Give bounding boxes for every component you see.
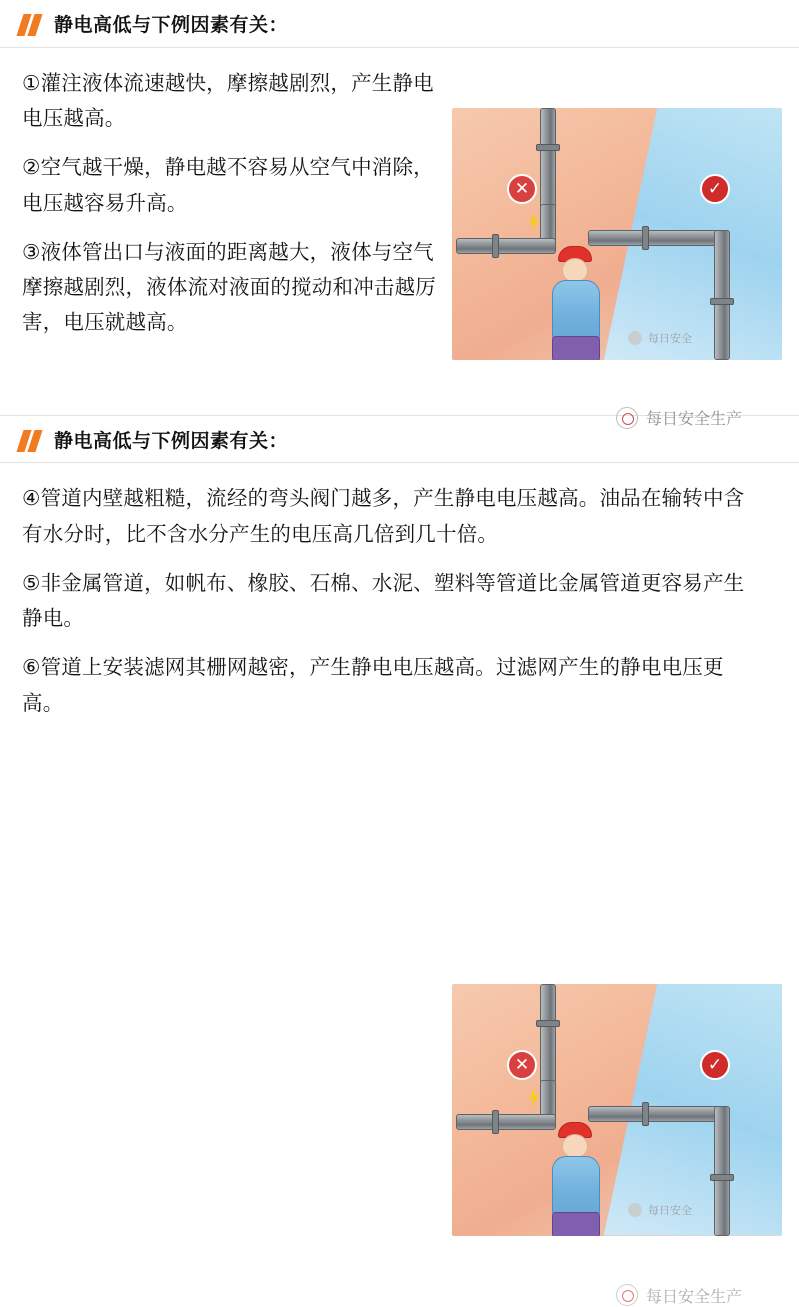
illustration-2-watermark — [628, 1202, 692, 1218]
section-1 — [0, 0, 799, 428]
section-2-paragraph-3: ⑥管道上安装滤网其栅网越密，产生静电电压越高。过滤网产生的静电电压更高。 — [22, 655, 724, 715]
watermark-text: 每日安全 — [648, 332, 692, 345]
slash-marker-icon — [18, 14, 44, 36]
pipe-left-vertical-upper — [540, 108, 556, 208]
pipe-right-horizontal — [588, 230, 728, 246]
section-2 — [0, 416, 799, 1306]
pipe-flange — [710, 298, 734, 305]
pipe-flange — [536, 1020, 560, 1027]
section-1-title: 静电高低与下例因素有关： — [54, 14, 289, 36]
good-practice-badge: ✓ — [700, 1050, 730, 1080]
worker-body — [552, 1156, 600, 1218]
good-practice-badge: ✓ — [700, 174, 730, 204]
section-2-paragraph-2: ⑤非金属管道，如帆布、橡胶、石棉、水泥、塑料等管道比金属管道更容易产生静电。 — [22, 570, 745, 631]
pipe-right-vertical — [714, 1106, 730, 1236]
worker-head — [562, 1134, 588, 1158]
watermark-logo-icon — [628, 1203, 642, 1217]
worker-pants — [552, 1212, 600, 1236]
worker-body — [552, 280, 600, 342]
account-name: 每日安全生产 — [646, 1286, 743, 1306]
section-2-paragraph-1: ④管道内壁越粗糙，流经的弯头阀门越多，产生静电电压越高。油品在输转中含有水分时，比不含水分产生的电压高几倍到几十倍。 — [22, 486, 745, 546]
bad-practice-badge: ✕ — [507, 1050, 537, 1080]
section-1-paragraph-1: ①灌注液体流速越快，摩擦越剧烈，产生静电电压越高。 — [22, 70, 434, 131]
pipe-left-horizontal — [456, 1114, 556, 1130]
pipe-flange — [492, 234, 499, 258]
pipe-left-horizontal — [456, 238, 556, 254]
illustration-1 — [452, 108, 782, 360]
pipe-right-vertical — [714, 230, 730, 360]
worker-pants — [552, 336, 600, 360]
watermark-logo-icon — [628, 331, 642, 345]
worker-head — [562, 258, 588, 282]
watermark-text: 每日安全 — [648, 1203, 692, 1217]
pipe-flange — [492, 1110, 499, 1134]
section-1-header — [0, 0, 799, 47]
account-line-2 — [616, 1284, 742, 1307]
account-logo-icon — [616, 1284, 638, 1306]
pipe-flange — [642, 226, 649, 250]
bad-practice-badge: ✕ — [507, 174, 537, 204]
pipe-right-horizontal — [588, 1106, 728, 1122]
illustration-1-watermark — [628, 330, 692, 346]
section-1-paragraph-2: ②空气越干燥，静电越不容易从空气中消除，电压越容易升高。 — [22, 155, 434, 215]
section-1-paragraph-3: ③液体管出口与液面的距离越大，液体与空气摩擦越剧烈，液体流对液面的搅动和冲击越厉害，电压就越高。 — [22, 239, 436, 335]
section-2-header — [0, 416, 799, 463]
pipe-flange — [642, 1102, 649, 1126]
pipe-flange — [710, 1174, 734, 1181]
pipe-flange — [536, 144, 560, 151]
section-2-title: 静电高低与下例因素有关： — [54, 429, 289, 452]
slash-marker-icon — [18, 430, 44, 452]
pipe-left-vertical-upper — [540, 984, 556, 1084]
account-name: 每日安全生产 — [646, 409, 743, 428]
illustration-2 — [452, 984, 782, 1236]
section-2-body — [0, 463, 799, 745]
